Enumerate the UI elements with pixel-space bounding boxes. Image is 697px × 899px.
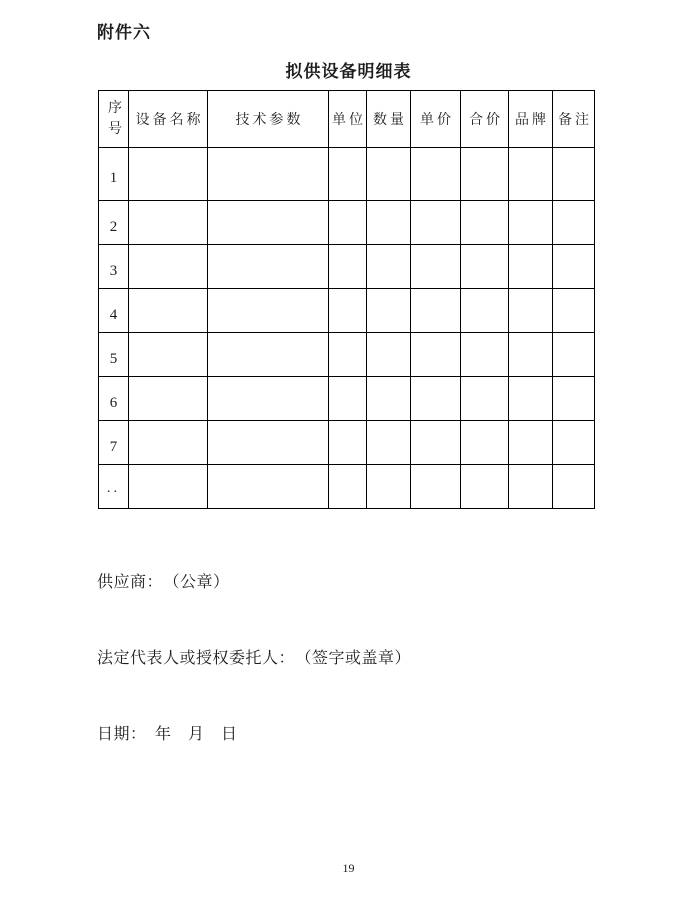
empty-cell bbox=[553, 148, 595, 201]
legal-representative-line: 法定代表人或授权委托人： （签字或盖章） bbox=[97, 650, 412, 667]
empty-cell bbox=[329, 289, 367, 333]
empty-cell bbox=[329, 333, 367, 377]
empty-cell bbox=[553, 465, 595, 509]
empty-cell bbox=[461, 465, 509, 509]
empty-cell bbox=[329, 201, 367, 245]
header-cell-technical-parameters: 技术参数 bbox=[208, 91, 329, 148]
row-number-cell: 5 bbox=[99, 333, 129, 377]
header-cell-quantity: 数量 bbox=[367, 91, 411, 148]
supplier-line: 供应商： （公章） bbox=[97, 574, 230, 591]
serial-number-label: 序号 bbox=[108, 101, 122, 137]
empty-cell bbox=[129, 148, 208, 201]
empty-cell bbox=[553, 201, 595, 245]
row-number-cell: 2 bbox=[99, 201, 129, 245]
empty-cell bbox=[411, 465, 461, 509]
empty-cell bbox=[329, 148, 367, 201]
empty-cell bbox=[553, 377, 595, 421]
empty-cell bbox=[367, 289, 411, 333]
empty-cell bbox=[509, 421, 553, 465]
table-row bbox=[99, 465, 595, 509]
empty-cell bbox=[208, 245, 329, 289]
empty-cell bbox=[367, 148, 411, 201]
empty-cell bbox=[208, 421, 329, 465]
empty-cell bbox=[411, 201, 461, 245]
empty-cell bbox=[509, 289, 553, 333]
empty-cell bbox=[461, 148, 509, 201]
empty-cell bbox=[129, 289, 208, 333]
empty-cell bbox=[208, 465, 329, 509]
header-cell-remarks: 备注 bbox=[553, 91, 595, 148]
empty-cell bbox=[553, 421, 595, 465]
empty-cell bbox=[509, 465, 553, 509]
empty-cell bbox=[461, 289, 509, 333]
empty-cell bbox=[129, 377, 208, 421]
empty-cell bbox=[461, 333, 509, 377]
empty-cell bbox=[129, 421, 208, 465]
empty-cell bbox=[129, 201, 208, 245]
empty-cell bbox=[411, 148, 461, 201]
empty-cell bbox=[509, 377, 553, 421]
header-cell-equipment-name: 设备名称 bbox=[129, 91, 208, 148]
table-row bbox=[99, 421, 595, 465]
empty-cell bbox=[208, 148, 329, 201]
page-title: 拟供设备明细表 bbox=[285, 62, 412, 81]
empty-cell bbox=[367, 245, 411, 289]
empty-cell bbox=[411, 421, 461, 465]
table-row bbox=[99, 201, 595, 245]
empty-cell bbox=[553, 289, 595, 333]
attachment-label: 附件六 bbox=[97, 23, 151, 42]
header-cell-serial-number bbox=[99, 91, 129, 148]
table-row bbox=[99, 377, 595, 421]
empty-cell bbox=[329, 421, 367, 465]
empty-cell bbox=[208, 377, 329, 421]
empty-cell bbox=[208, 201, 329, 245]
empty-cell bbox=[461, 201, 509, 245]
empty-cell bbox=[129, 245, 208, 289]
empty-cell bbox=[367, 333, 411, 377]
header-cell-brand: 品牌 bbox=[509, 91, 553, 148]
empty-cell bbox=[553, 333, 595, 377]
empty-cell bbox=[367, 377, 411, 421]
table-header-row bbox=[99, 91, 595, 148]
empty-cell bbox=[411, 289, 461, 333]
empty-cell bbox=[461, 377, 509, 421]
empty-cell bbox=[411, 245, 461, 289]
empty-cell bbox=[329, 245, 367, 289]
empty-cell bbox=[411, 377, 461, 421]
empty-cell bbox=[367, 201, 411, 245]
row-number-cell: 6 bbox=[99, 377, 129, 421]
empty-cell bbox=[461, 421, 509, 465]
page-number: 19 bbox=[342, 861, 355, 875]
header-cell-total-price: 合价 bbox=[461, 91, 509, 148]
empty-cell bbox=[329, 465, 367, 509]
empty-cell bbox=[367, 465, 411, 509]
row-number-cell: 4 bbox=[99, 289, 129, 333]
equipment-table bbox=[98, 90, 595, 509]
table-row bbox=[99, 148, 595, 201]
empty-cell bbox=[329, 377, 367, 421]
date-line: 日期： 年 月 日 bbox=[97, 726, 238, 743]
row-number-cell: 7 bbox=[99, 421, 129, 465]
row-number-cell: .. bbox=[99, 465, 129, 509]
empty-cell bbox=[509, 333, 553, 377]
header-cell-unit: 单位 bbox=[329, 91, 367, 148]
empty-cell bbox=[461, 245, 509, 289]
empty-cell bbox=[208, 289, 329, 333]
empty-cell bbox=[208, 333, 329, 377]
empty-cell bbox=[509, 148, 553, 201]
row-number-cell: 1 bbox=[99, 148, 129, 201]
table-row bbox=[99, 289, 595, 333]
header-cell-unit-price: 单价 bbox=[411, 91, 461, 148]
empty-cell bbox=[509, 201, 553, 245]
empty-cell bbox=[411, 333, 461, 377]
empty-cell bbox=[129, 333, 208, 377]
empty-cell bbox=[553, 245, 595, 289]
empty-cell bbox=[509, 245, 553, 289]
empty-cell bbox=[367, 421, 411, 465]
row-number-cell: 3 bbox=[99, 245, 129, 289]
empty-cell bbox=[129, 465, 208, 509]
table-row bbox=[99, 245, 595, 289]
table-row bbox=[99, 333, 595, 377]
